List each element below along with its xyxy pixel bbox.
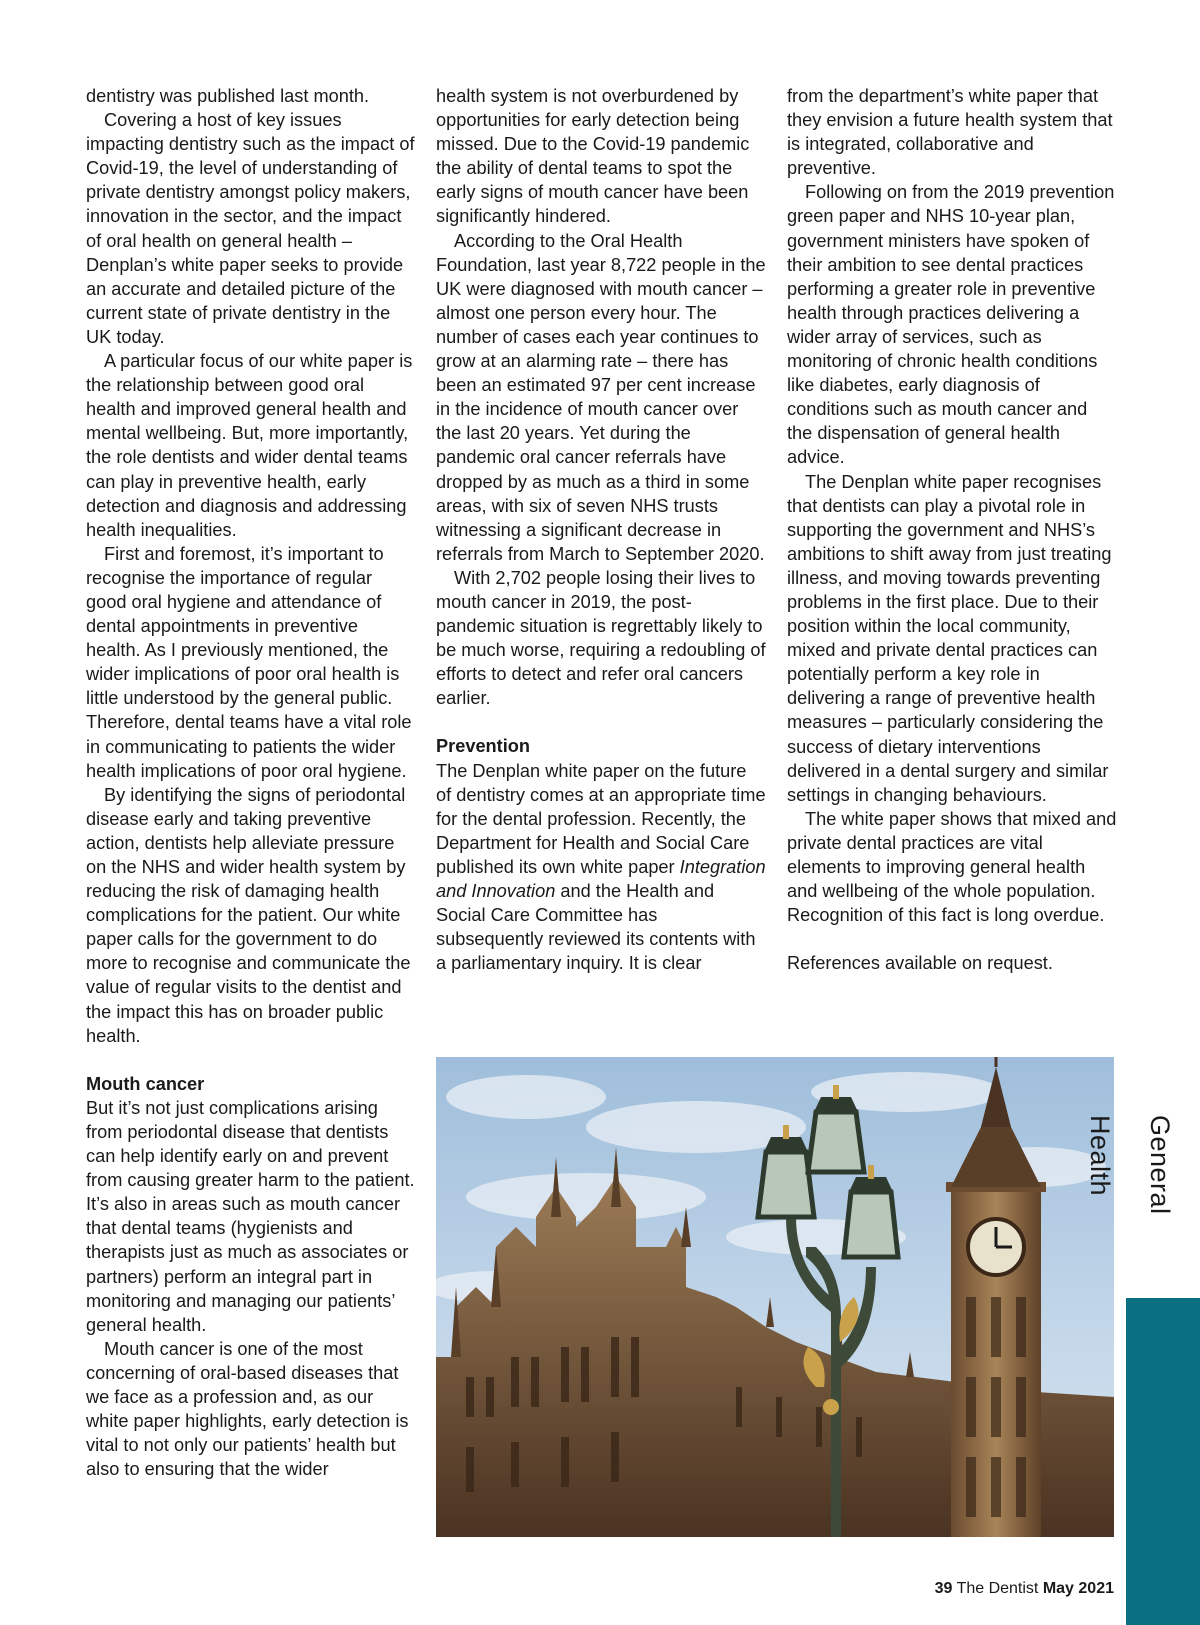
page-number: 39: [934, 1580, 953, 1597]
paragraph: With 2,702 people losing their lives to mouth cancer in 2019, the post-pandemic situation is regrettably likely to be much worse, requiring a redoubling of efforts to detect and refer oral cancers earlier.: [436, 567, 766, 709]
magazine-name: The Dentist: [956, 1580, 1039, 1597]
section-label: General Health: [1085, 1115, 1175, 1215]
westminster-photo: [436, 1057, 1114, 1537]
section-heading-mouth-cancer: Mouth cancer: [86, 1073, 205, 1094]
text-run: and the Health and Social Care Committee has subsequently reviewed its contents with a parliamentary inquiry. It is clear: [436, 881, 756, 974]
text-run: The Denplan white paper on the future of dentistry comes at an appropriate time for the dental profession. Recently, the Department for Health and Social Care published its own white paper: [436, 760, 766, 877]
paragraph: Following on from the 2019 prevention green paper and NHS 10-year plan, government ministers have spoken of their ambition to see dental practices performing a greater role in preventive health through practices delivering a wider array of services, such as monitoring of chronic health conditions like diabetes, early diagnosis of conditions such as mouth cancer and the dispensation of general health advice.: [787, 182, 1115, 468]
references-note: References available on request.: [787, 953, 1053, 974]
paragraph: But it’s not just complications arising from periodontal disease that dentists can help identify early on and prevent from causing greater harm to the patient. It’s also in areas such as mouth cancer that dental teams (hygienists and therapists just as much as associates or partners) perform an integral part in monitoring and managing our patients’ general health.: [86, 1097, 415, 1335]
paragraph: health system is not overburdened by opportunities for early detection being missed. Due to the Covid-19 pandemic the ability of dental teams to spot the early signs of mouth cancer have been significantly hindered.: [436, 86, 750, 227]
paragraph: The Denplan white paper recognises that dentists can play a pivotal role in supporting the government and NHS’s ambitions to shift away from just treating illness, and moving towards preventing problems in the first place. Due to their position within the local community, mixed and private dental practices can potentially perform a key role in delivering a range of preventive health measures – particularly considering the success of dietary interventions delivered in a dental surgery and similar settings in changing behaviours.: [787, 471, 1112, 805]
paragraph: from the department’s white paper that they envision a future health system that is integrated, collaborative and preventive.: [787, 86, 1113, 179]
article-column-1: [86, 84, 416, 1481]
publication-title: Integration and Innovation: [436, 856, 766, 901]
paragraph: A particular focus of our white paper is the relationship between good oral health and improved general health and mental wellbeing. But, more importantly, the role dentists and wider dental teams can play in preventive health, early detection and diagnosis and addressing health inequalities.: [86, 351, 413, 540]
paragraph: dentistry was published last month.: [86, 86, 370, 106]
paragraph: [436, 759, 766, 976]
issue-date: May 2021: [1042, 1580, 1114, 1597]
article-column-3: [787, 84, 1117, 975]
section-tab: [1126, 1298, 1200, 1625]
paragraph: Mouth cancer is one of the most concerning of oral-based diseases that we face as a profession and, as our white paper highlights, early detection is vital to not only our patients’ health but also to ensuring that the wider: [86, 1338, 409, 1480]
page-footer: [935, 1580, 1114, 1598]
paragraph: According to the Oral Health Foundation, last year 8,722 people in the UK were diagnosed with mouth cancer – almost one person every hour. The number of cases each year continues to grow at an alarming rate – there has been an estimated 97 per cent increase in the incidence of mouth cancer over the last 20 years. Yet during the pandemic oral cancer referrals have dropped by as much as a third in some areas, with six of seven NHS trusts witnessing a significant decrease in referrals from March to September 2020.: [436, 230, 766, 564]
paragraph: First and foremost, it’s important to recognise the importance of regular good oral hygiene and attendance of dental appointments in preventive health. As I previously mentioned, the wider implications of poor oral health is little understood by the general public. Therefore, dental teams have a vital role in communicating to patients the wider health implications of poor oral hygiene.: [86, 543, 412, 781]
paragraph: By identifying the signs of periodontal disease early and taking preventive action, dentists help alleviate pressure on the NHS and wider health system by reducing the risk of damaging health complications for the patient. Our white paper calls for the government to do more to recognise and communicate the value of regular visits to the dentist and the impact this has on broader public health.: [86, 784, 411, 1046]
paragraph: Covering a host of key issues impacting dentistry such as the impact of Covid-19, the level of understanding of private dentistry amongst policy makers, innovation in the sector, and the impact of oral health on general health – Denplan’s white paper seeks to provide an accurate and detailed picture of the current state of private dentistry in the UK today.: [86, 110, 415, 347]
section-heading-prevention: Prevention: [436, 736, 530, 757]
paragraph: The white paper shows that mixed and private dental practices are vital elements to improving general health and wellbeing of the whole population. Recognition of this fact is long overdue.: [787, 808, 1117, 926]
article-column-2: [436, 84, 766, 975]
